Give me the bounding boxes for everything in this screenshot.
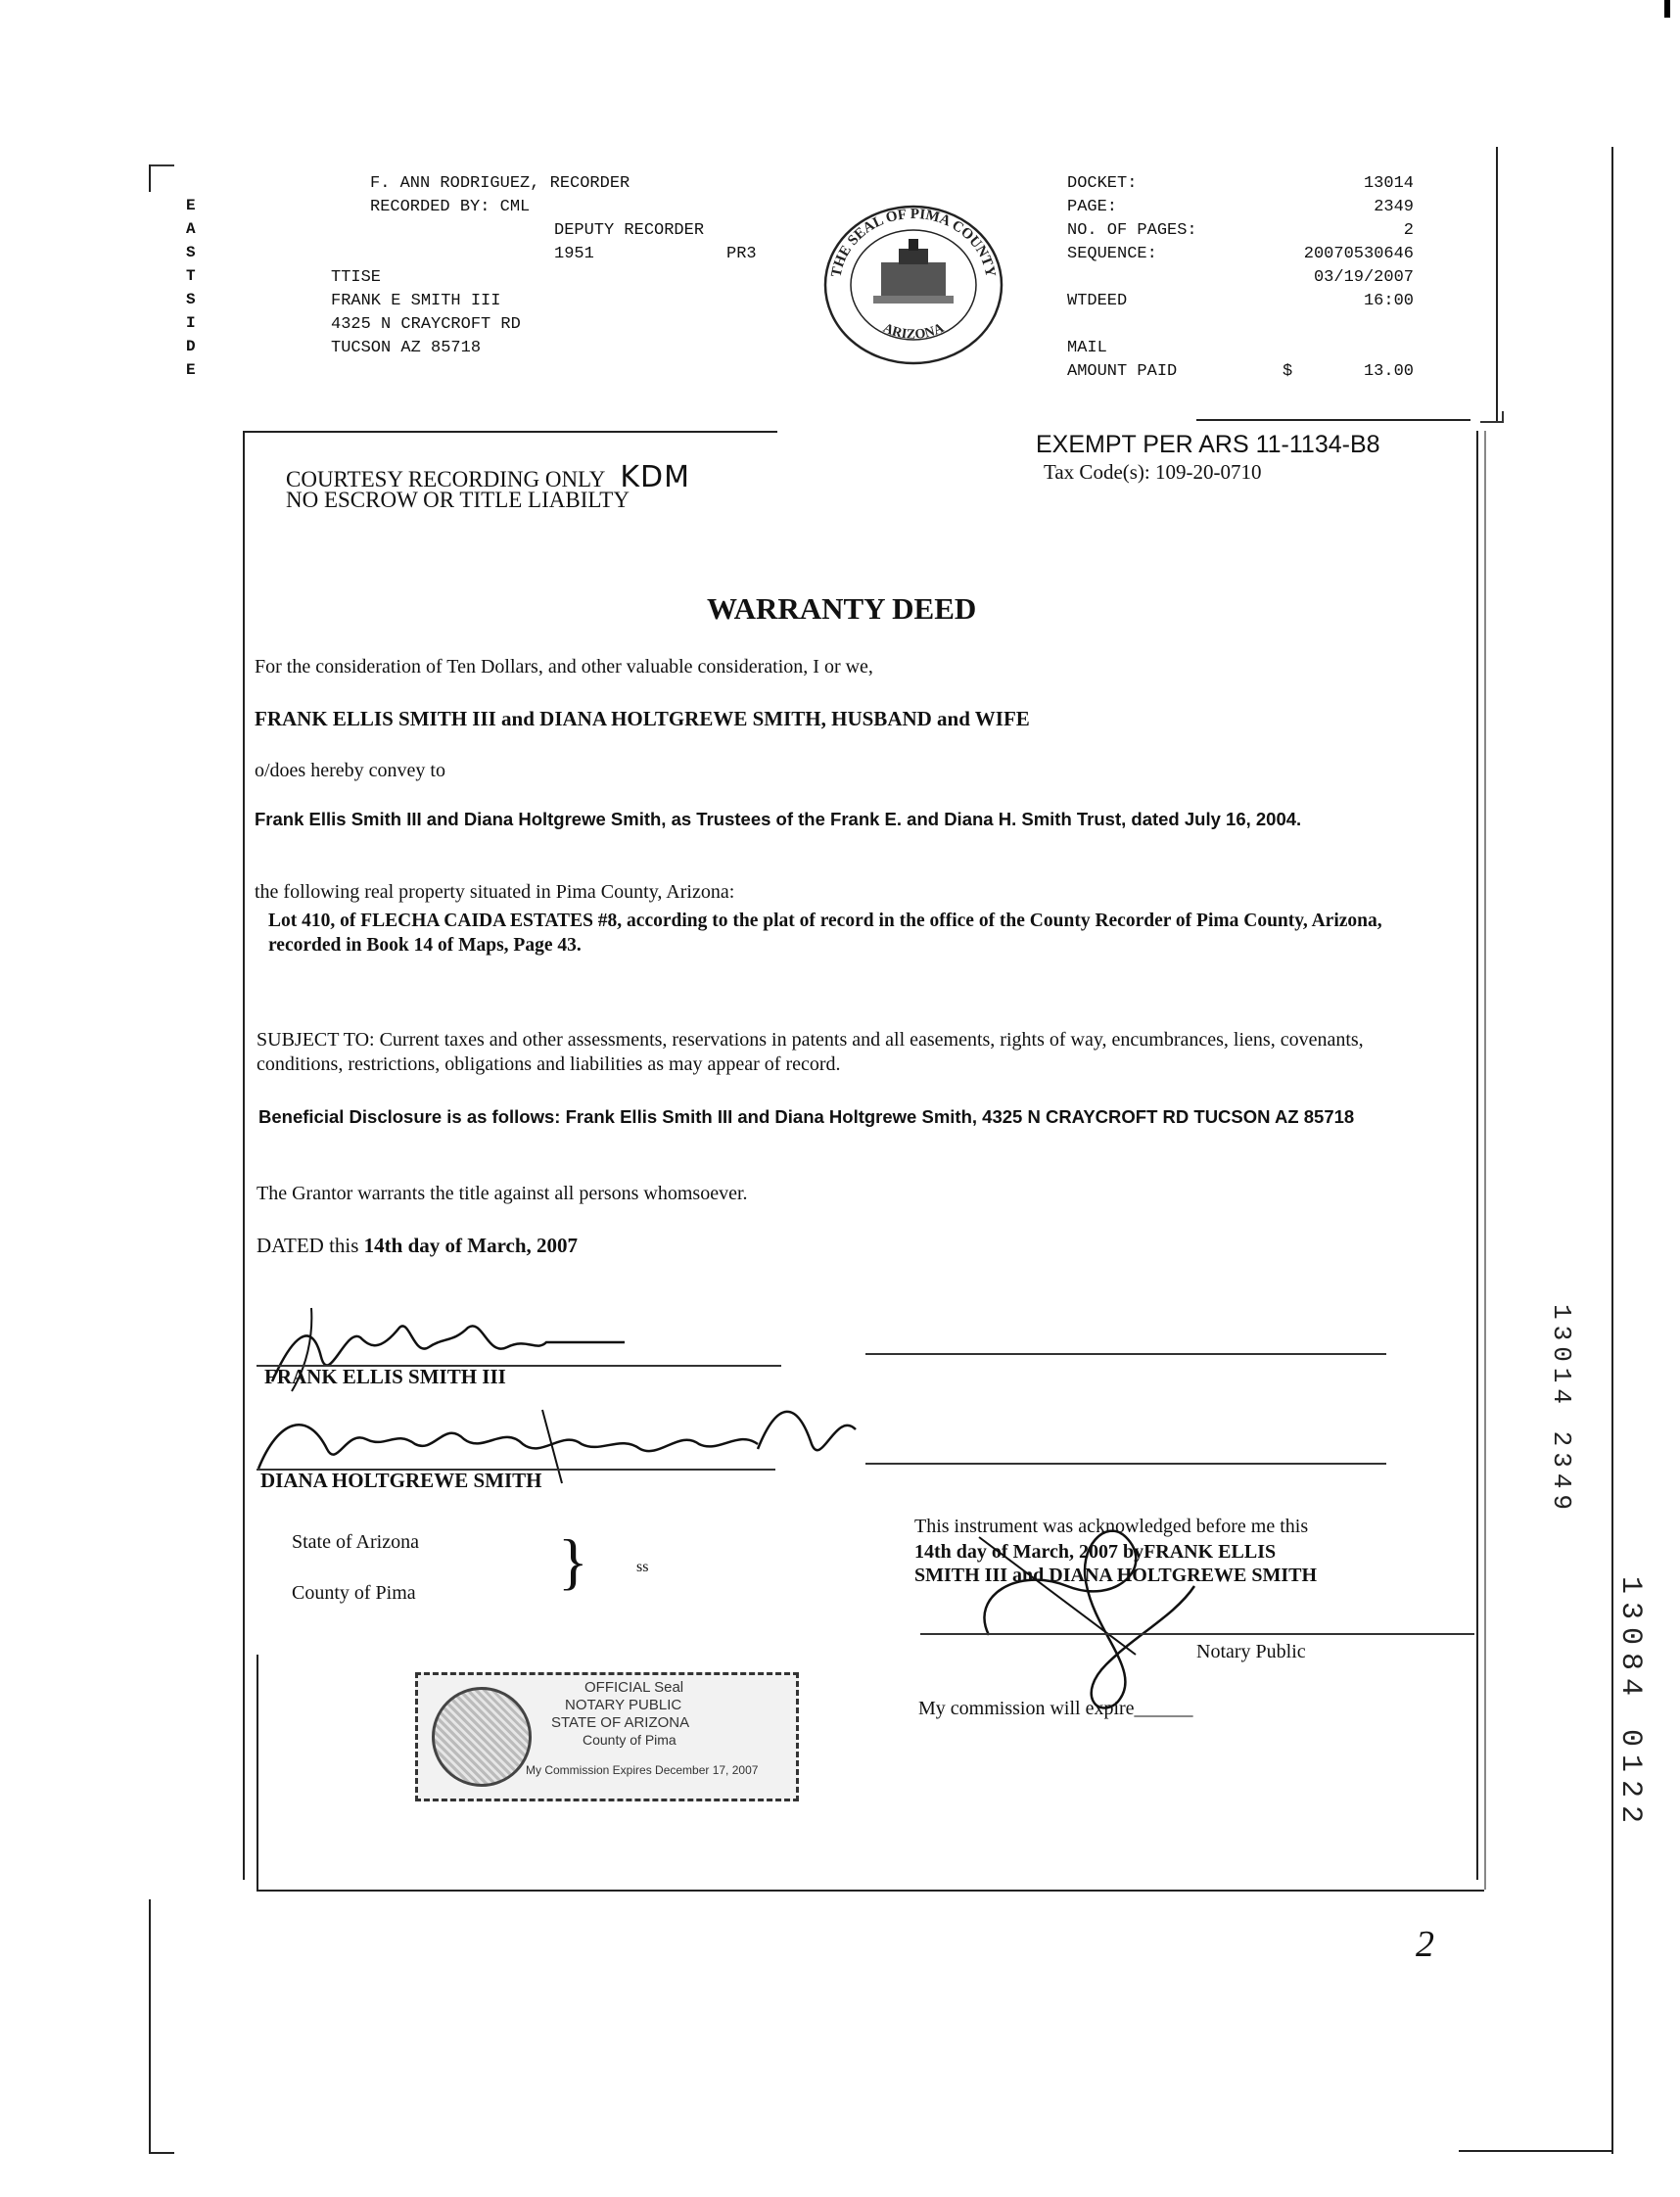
dated-date: 14th day of March, 2007 [363, 1234, 579, 1257]
exempt-line: EXEMPT PER ARS 11-1134-B8 [1036, 431, 1380, 458]
notary-stamp [415, 1672, 799, 1801]
ack-line1: This instrument was acknowledged before me this [914, 1516, 1309, 1537]
grantor-warrants: The Grantor warrants the title against all persons whomsoever. [257, 1183, 748, 1204]
frame-left-inner [257, 1655, 258, 1890]
frame-left [243, 431, 245, 1880]
notary-stamp-emblem [432, 1687, 532, 1787]
venue-county: County of Pima [292, 1582, 416, 1604]
notary-stamp-line5: My Commission Expires December 17, 2007 [526, 1763, 759, 1777]
notary-public-label: Notary Public [1196, 1641, 1306, 1662]
page-right-edge [1611, 147, 1613, 2154]
commission-expire: My commission will expire______ [918, 1698, 1193, 1719]
record-time: 16:00 [1363, 292, 1414, 310]
venue-brace: } [558, 1526, 588, 1596]
docket-value: 13014 [1363, 174, 1414, 193]
ttise-label: TTISE [331, 268, 382, 287]
property-intro: the following real property situated in Pima County, Arizona: [255, 881, 735, 903]
pages-label: NO. OF PAGES: [1067, 221, 1197, 240]
sequence-label: SEQUENCE: [1067, 245, 1157, 263]
courtesy-line2: NO ESCROW OR TITLE LIABILTY [286, 488, 630, 512]
margin-number-right: 13084 0122 [1613, 1576, 1647, 1832]
addressee-street: 4325 N CRAYCROFT RD [331, 315, 521, 334]
page-value: 2349 [1374, 198, 1414, 216]
sequence-value: 20070530646 [1303, 245, 1414, 263]
beneficial-disclosure: Beneficial Disclosure is as follows: Frank Ellis Smith III and Diana Holtgrewe Smith, 4325 N CRAYCROFT RD TUCSON AZ 85718 [258, 1106, 1355, 1127]
document-type: WTDEED [1067, 292, 1128, 310]
mail-label: MAIL [1067, 339, 1107, 357]
record-date: 03/19/2007 [1313, 268, 1414, 287]
amount-label: AMOUNT PAID [1067, 362, 1178, 381]
consideration-text: For the consideration of Ten Dollars, and other valuable consideration, I or we, [255, 656, 873, 678]
page-bottom-left-edge [149, 2152, 174, 2154]
seal-bottom-text: ARIZONA [880, 320, 947, 343]
dated-line: DATED this 14th day of March, 2007 [257, 1234, 579, 1257]
recorder-name: F. ANN RODRIGUEZ, RECORDER [370, 174, 630, 193]
signer2-name: DIANA HOLTGREWE SMITH [260, 1469, 542, 1492]
right-bracket [1480, 411, 1504, 423]
recorder-code2: PR3 [726, 245, 757, 263]
courtesy-line1: COURTESY RECORDING ONLY KDM [286, 460, 690, 494]
property-description: Lot 410, of FLECHA CAIDA ESTATES #8, according to the plat of record in the office of the County Recorder of Pima County, Arizona, recorded in Book 14 of Maps, Page 43. [268, 911, 1382, 956]
corner-mark [1664, 0, 1670, 18]
addressee-city: TUCSON AZ 85718 [331, 339, 482, 357]
ack-line3: SMITH III and DIANA HOLTGREWE SMITH [914, 1565, 1318, 1586]
amount-value: 13.00 [1363, 362, 1414, 381]
deputy-recorder: DEPUTY RECORDER [554, 221, 705, 240]
pages-value: 2 [1403, 221, 1414, 240]
recorded-by: RECORDED BY: CML [370, 198, 531, 216]
venue-ss: ss [636, 1559, 649, 1575]
amount-currency: $ [1283, 362, 1293, 381]
grantees-text: Frank Ellis Smith III and Diana Holtgrewe Smith, as Trustees of the Frank E. and Diana H. Smith Trust, dated July 16, 2004. [255, 809, 1302, 829]
courtesy-initials: KDM [620, 460, 690, 494]
signer1-name: FRANK ELLIS SMITH III [264, 1365, 506, 1388]
frame-right [1476, 431, 1478, 1880]
frame-top-right [1196, 419, 1470, 421]
frame-right-inner [1484, 431, 1486, 1890]
frame-bottom [257, 1890, 1484, 1892]
svg-text:ARIZONA [880, 321, 947, 343]
margin-number-left: 13014 2349 [1547, 1304, 1576, 1517]
page-label: PAGE: [1067, 198, 1118, 216]
notary-stamp-line3: STATE OF ARIZONA [551, 1714, 690, 1731]
seal-top-text: THE SEAL OF PIMA COUNTY [828, 206, 999, 279]
right-border-upper [1496, 147, 1498, 421]
left-margin-line [149, 164, 151, 192]
deed-title: WARRANTY DEED [707, 591, 977, 626]
addressee-name: FRANK E SMITH III [331, 292, 501, 310]
convey-text: o/does hereby convey to [255, 760, 445, 781]
notary-signature-line [920, 1633, 1474, 1635]
venue-state: State of Arizona [292, 1531, 419, 1553]
page-number: 2 [1416, 1924, 1434, 1965]
ack-line2: 14th day of March, 2007 byFRANK ELLIS [914, 1541, 1277, 1563]
pima-county-seal [820, 202, 1006, 368]
page-left-edge [149, 1899, 151, 2154]
eastside-label: E A S T S I D E [186, 197, 196, 379]
notary-stamp-line2: NOTARY PUBLIC [565, 1697, 682, 1713]
tax-code: Tax Code(s): 109-20-0710 [1044, 460, 1262, 484]
left-corner-mark [149, 164, 174, 166]
subject-to-text: SUBJECT TO: Current taxes and other assessments, reservations in patents and all easements, rights of way, encumbrances, liens, covenants, conditions, restrictions, obligations and liabilities as may appear of record. [257, 1029, 1364, 1075]
page-bottom-right-edge [1459, 2150, 1611, 2152]
recorder-code1: 1951 [554, 245, 594, 263]
signature-line-1b [865, 1353, 1386, 1355]
notary-signature [959, 1508, 1214, 1723]
docket-label: DOCKET: [1067, 174, 1138, 193]
notary-stamp-line1: OFFICIAL Seal [584, 1679, 684, 1696]
notary-stamp-line4: County of Pima [583, 1732, 677, 1748]
frame-top-left [243, 431, 777, 433]
grantors-text: FRANK ELLIS SMITH III and DIANA HOLTGREWE SMITH, HUSBAND and WIFE [255, 707, 1030, 730]
signature-line-2b [865, 1463, 1386, 1465]
